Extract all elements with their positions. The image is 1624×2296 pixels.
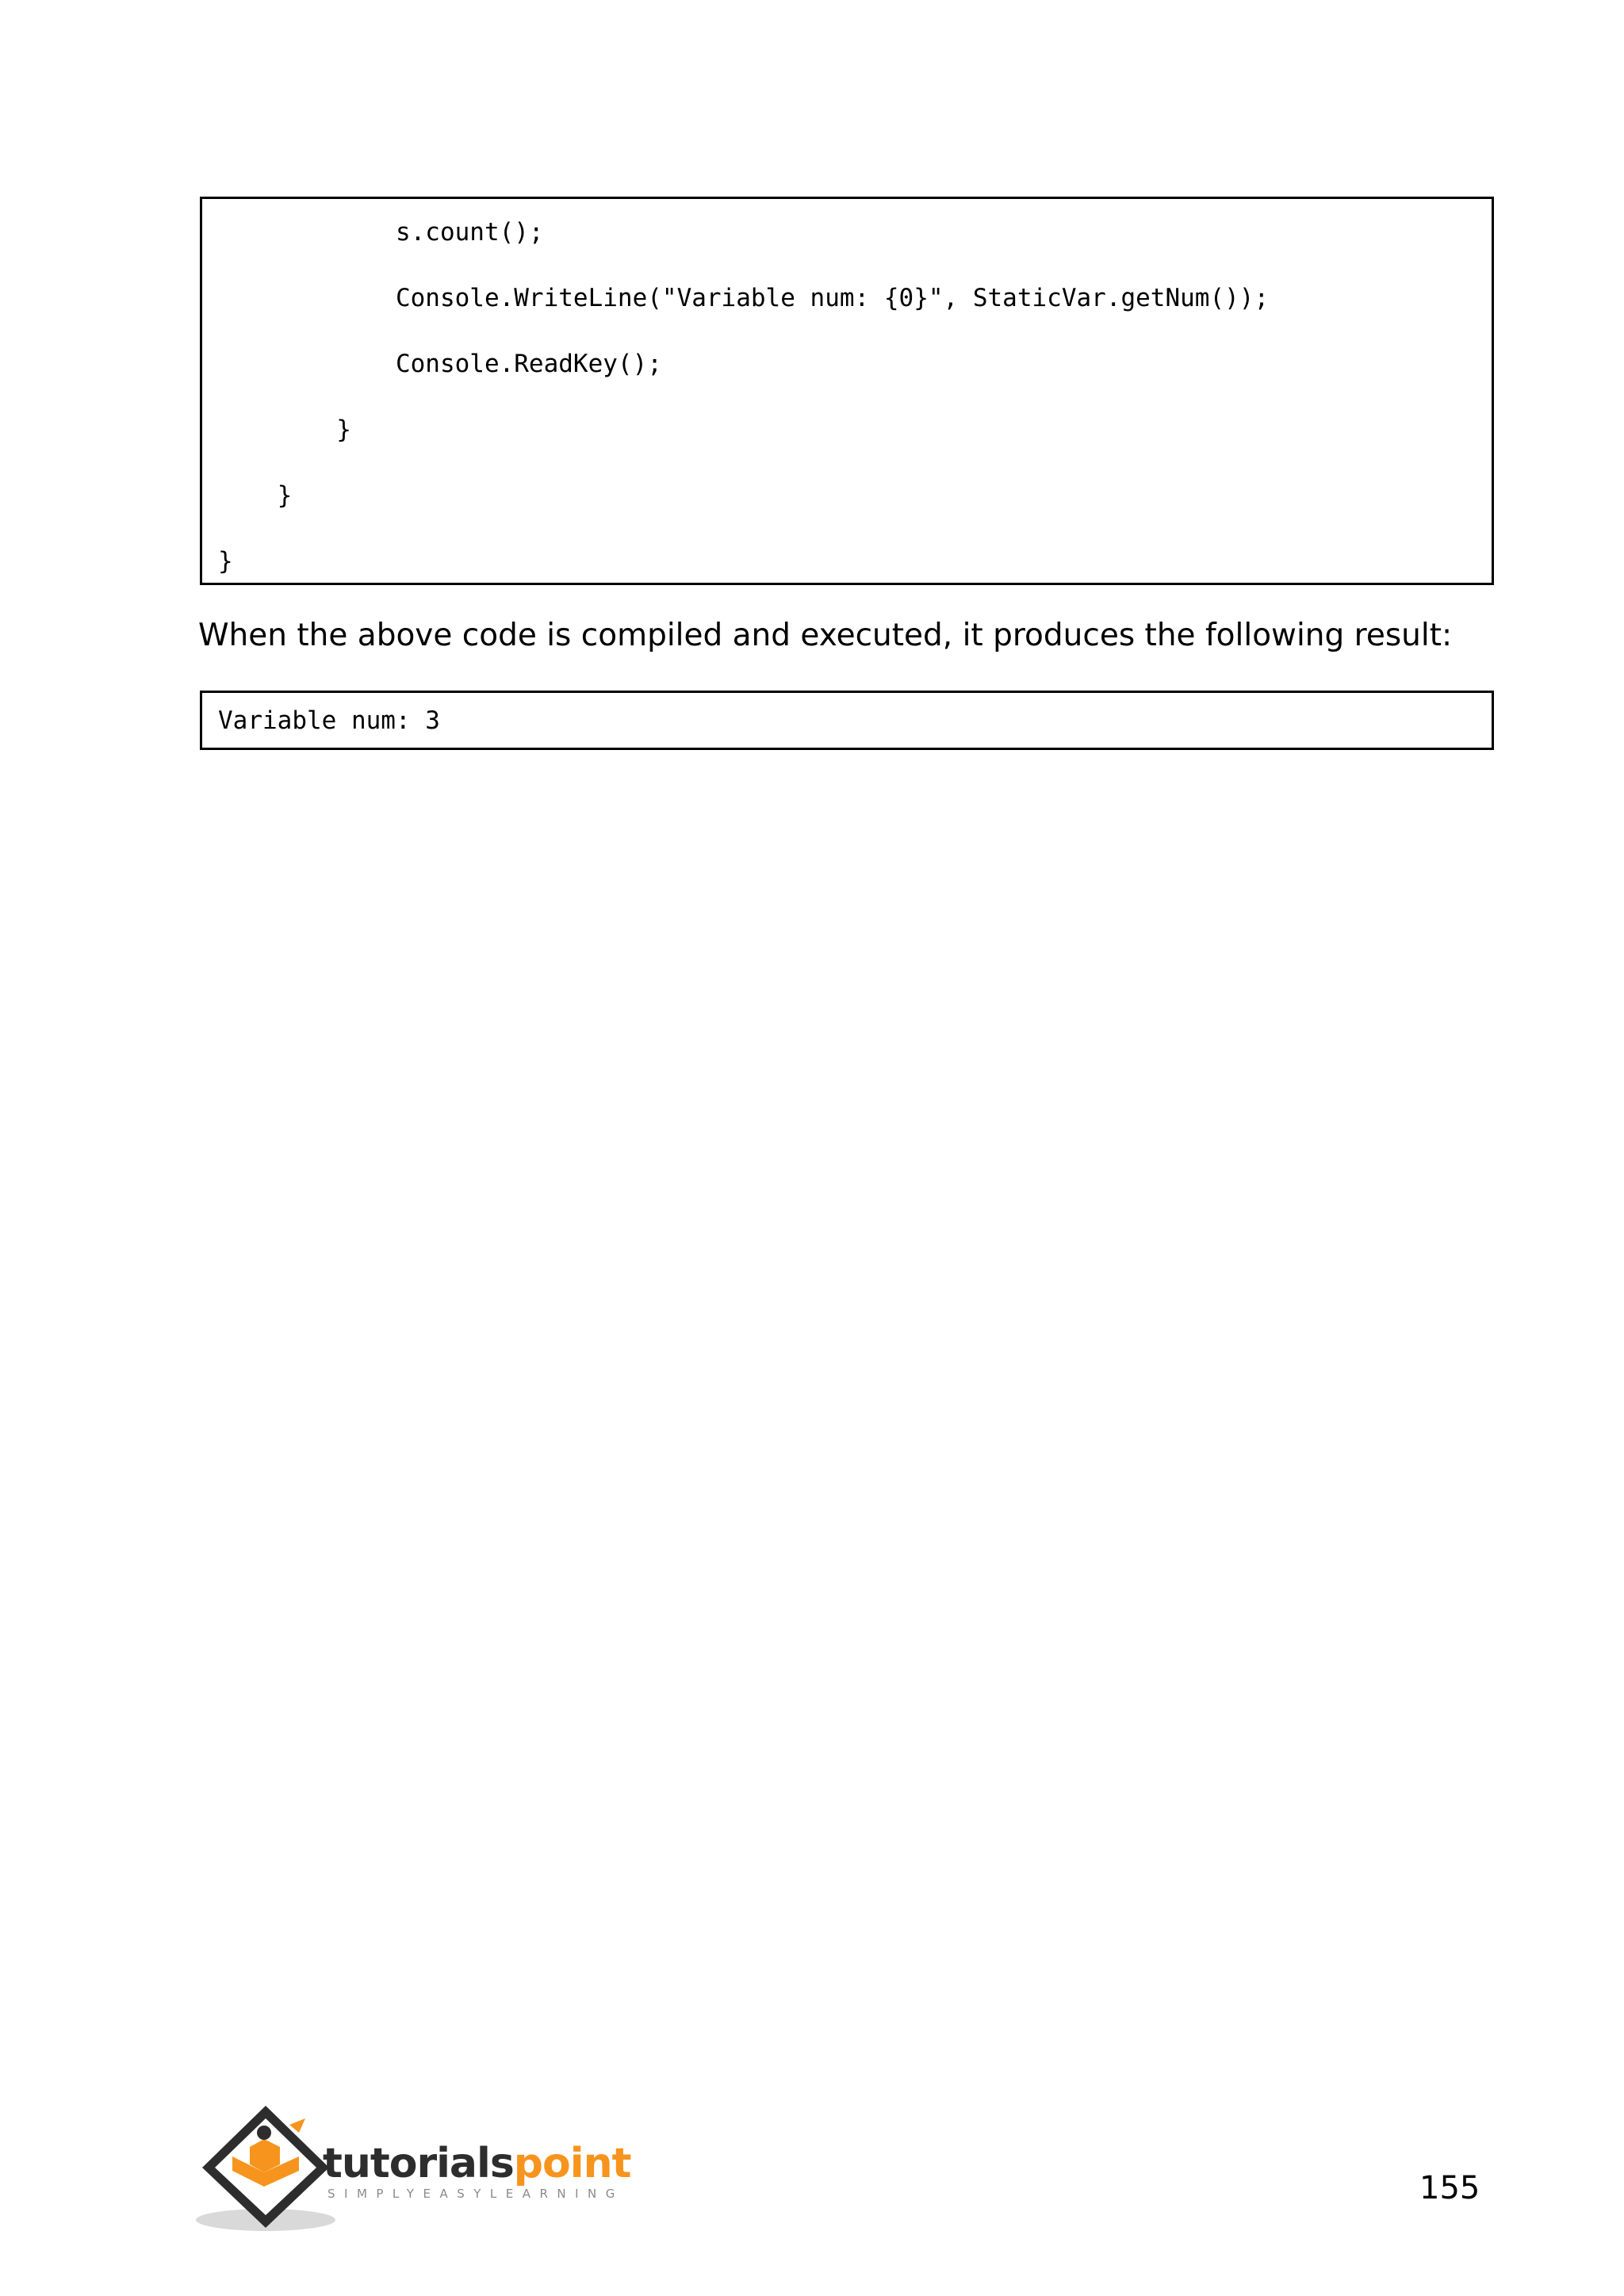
- page-number: 155: [1419, 2170, 1480, 2206]
- logo-name-accent: point: [513, 2140, 631, 2187]
- logo-tagline: SIMPLYEASYLEARNING: [327, 2187, 624, 2201]
- logo-spark-icon: [289, 2118, 305, 2133]
- logo-name-dark: tutorials: [323, 2140, 514, 2187]
- tutorialspoint-logo: [194, 2101, 646, 2236]
- code-line: Console.WriteLine("Variable num: {0}", StaticVar.getNum());: [218, 284, 1270, 312]
- code-line: s.count();: [218, 218, 544, 247]
- code-line: }: [218, 415, 351, 444]
- result-output: Variable num: 3: [218, 706, 440, 735]
- code-line: Console.ReadKey();: [218, 350, 662, 378]
- code-line: }: [218, 481, 293, 510]
- description-text: When the above code is compiled and executed, it produces the following result:: [198, 618, 1453, 653]
- code-line: }: [218, 547, 233, 576]
- svg-text:tutorialspoint: [323, 2140, 631, 2187]
- result-block: [200, 691, 1494, 750]
- logo-head-icon: [257, 2126, 271, 2140]
- code-block: [200, 197, 1494, 585]
